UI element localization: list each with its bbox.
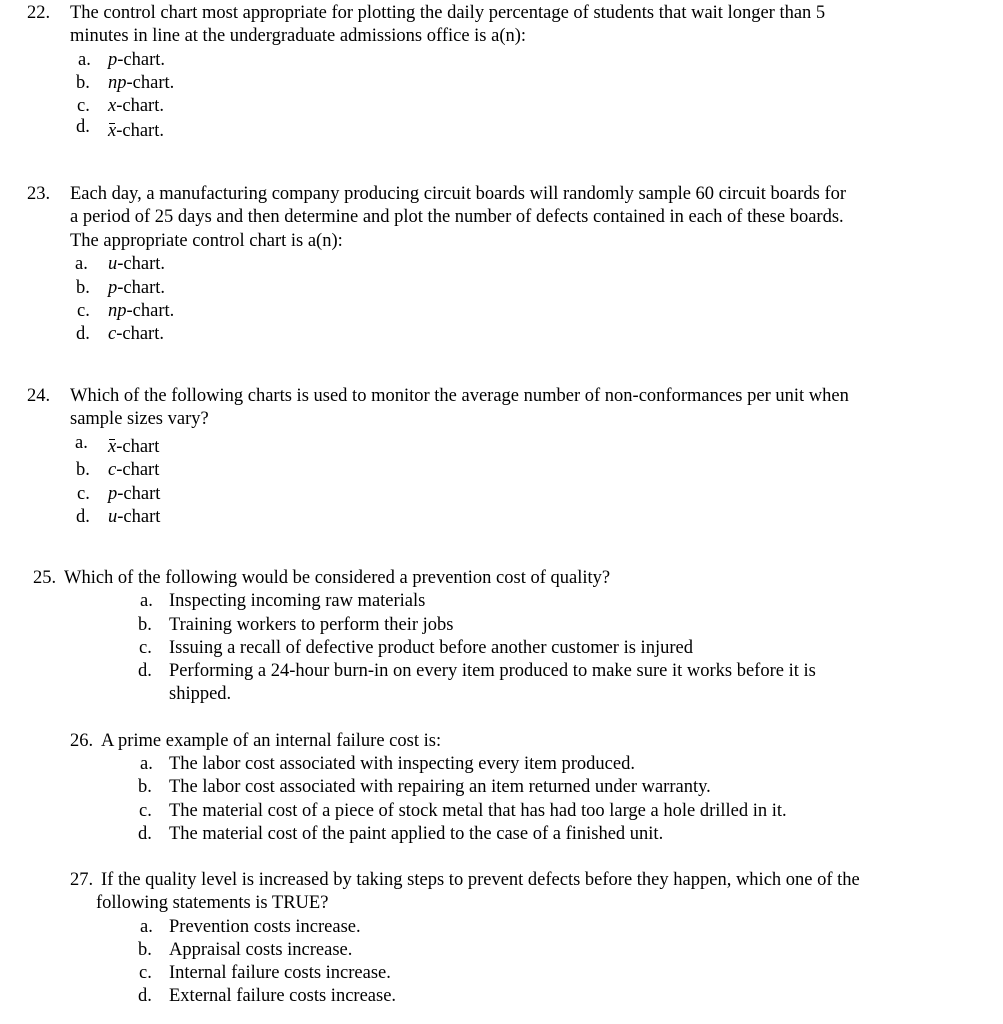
question-number: 23. [27,184,51,204]
option-suffix: -chart. [117,254,166,274]
option-suffix: -chart. [117,50,166,70]
option-suffix: -chart. [116,324,164,344]
option-suffix: -chart. [117,278,166,298]
option-letter: c. [139,801,152,821]
xbar-symbol: x [108,120,116,143]
chart-symbol: x [108,96,117,116]
option-letter: d. [138,824,152,844]
option-a[interactable] [78,49,166,72]
chart-symbol: c [108,460,117,480]
option-b[interactable] [76,459,160,482]
option-a[interactable] [75,253,166,276]
option-letter: d. [76,324,90,344]
chart-symbol: p [108,484,118,504]
option-letter: c. [77,301,90,321]
option-suffix: -chart [116,437,160,457]
option-letter: b. [138,615,152,635]
option-text: Internal failure costs increase. [169,963,391,983]
question-text-line: a period of 25 days and then determine and plot the number of defects contained in each of these boards. [70,207,844,227]
option-text: Performing a 24-hour burn-in on every item produced to make sure it works before it is [169,661,816,681]
option-text: Issuing a recall of defective product before another customer is injured [169,638,693,658]
chart-symbol: p [108,278,118,298]
option-suffix: -chart [117,484,161,504]
chart-symbol: p [108,50,118,70]
question-text-line: sample sizes vary? [70,409,209,429]
option-text: The material cost of a piece of stock metal that has had too large a hole drilled in it. [169,801,787,821]
option-letter: b. [76,73,90,93]
option-letter: c. [139,638,152,658]
option-letter: a. [140,917,153,937]
option-text: Prevention costs increase. [169,917,361,937]
option-text: The labor cost associated with repairing an item returned under warranty. [169,777,711,797]
option-letter: d. [76,117,90,137]
chart-symbol: u [108,507,118,527]
question-text-line: The control chart most appropriate for plotting the daily percentage of students that wait longer than 5 [70,3,826,23]
question-text: A prime example of an internal failure cost is: [101,731,442,751]
option-suffix: -chart. [116,121,164,141]
option-letter: d. [76,507,90,527]
option-letter: d. [138,986,152,1006]
question-text: If the quality level is increased by taking steps to prevent defects before they happen, which one of the [101,870,860,890]
option-letter: a. [75,254,88,274]
option-letter: b. [138,940,152,960]
option-letter: c. [139,963,152,983]
option-letter: b. [76,278,90,298]
question-number: 22. [27,3,51,23]
option-c[interactable] [77,300,175,323]
option-text: Training workers to perform their jobs [169,615,454,635]
option-c[interactable] [77,95,164,118]
option-d[interactable] [76,323,164,346]
xbar-symbol: x [108,436,116,459]
question-number: 24. [27,386,51,406]
question-text: Which of the following would be considered a prevention cost of quality? [64,568,611,588]
option-letter: a. [75,433,88,453]
option-d[interactable] [76,506,161,529]
option-text: Inspecting incoming raw materials [169,591,426,611]
option-text: External failure costs increase. [169,986,397,1006]
option-text: Appraisal costs increase. [169,940,353,960]
question-number: 25. [33,568,57,588]
option-d[interactable] [76,117,164,143]
option-b[interactable] [76,277,166,300]
option-letter: b. [138,777,152,797]
option-suffix: -chart [117,507,161,527]
option-letter: c. [77,484,90,504]
question-text-line: The appropriate control chart is a(n): [70,231,343,251]
question-number: 27. [70,870,94,890]
option-letter: d. [138,661,152,681]
option-letter: a. [78,50,91,70]
option-a[interactable] [75,433,160,459]
option-text-continued: shipped. [169,684,232,704]
chart-symbol: c [108,324,117,344]
option-suffix: -chart. [126,301,175,321]
chart-symbol: np [108,73,127,93]
option-suffix: -chart. [116,96,164,116]
option-suffix: -chart [116,460,160,480]
option-letter: b. [76,460,90,480]
option-text: The material cost of the paint applied to the case of a finished unit. [169,824,664,844]
chart-symbol: np [108,301,127,321]
question-text-line: Each day, a manufacturing company producing circuit boards will randomly sample 60 circuit boards for [70,184,847,204]
option-c[interactable] [77,483,161,506]
question-number: 26. [70,731,94,751]
question-text-continued: following statements is TRUE? [96,893,329,913]
option-letter: a. [140,754,153,774]
option-letter: a. [140,591,153,611]
option-suffix: -chart. [126,73,175,93]
chart-symbol: u [108,254,118,274]
question-text-line: Which of the following charts is used to monitor the average number of non-conformances per unit when [70,386,849,406]
option-text: The labor cost associated with inspecting every item produced. [169,754,635,774]
option-b[interactable] [76,72,175,95]
option-letter: c. [77,96,90,116]
question-text-line: minutes in line at the undergraduate admissions office is a(n): [70,26,527,46]
